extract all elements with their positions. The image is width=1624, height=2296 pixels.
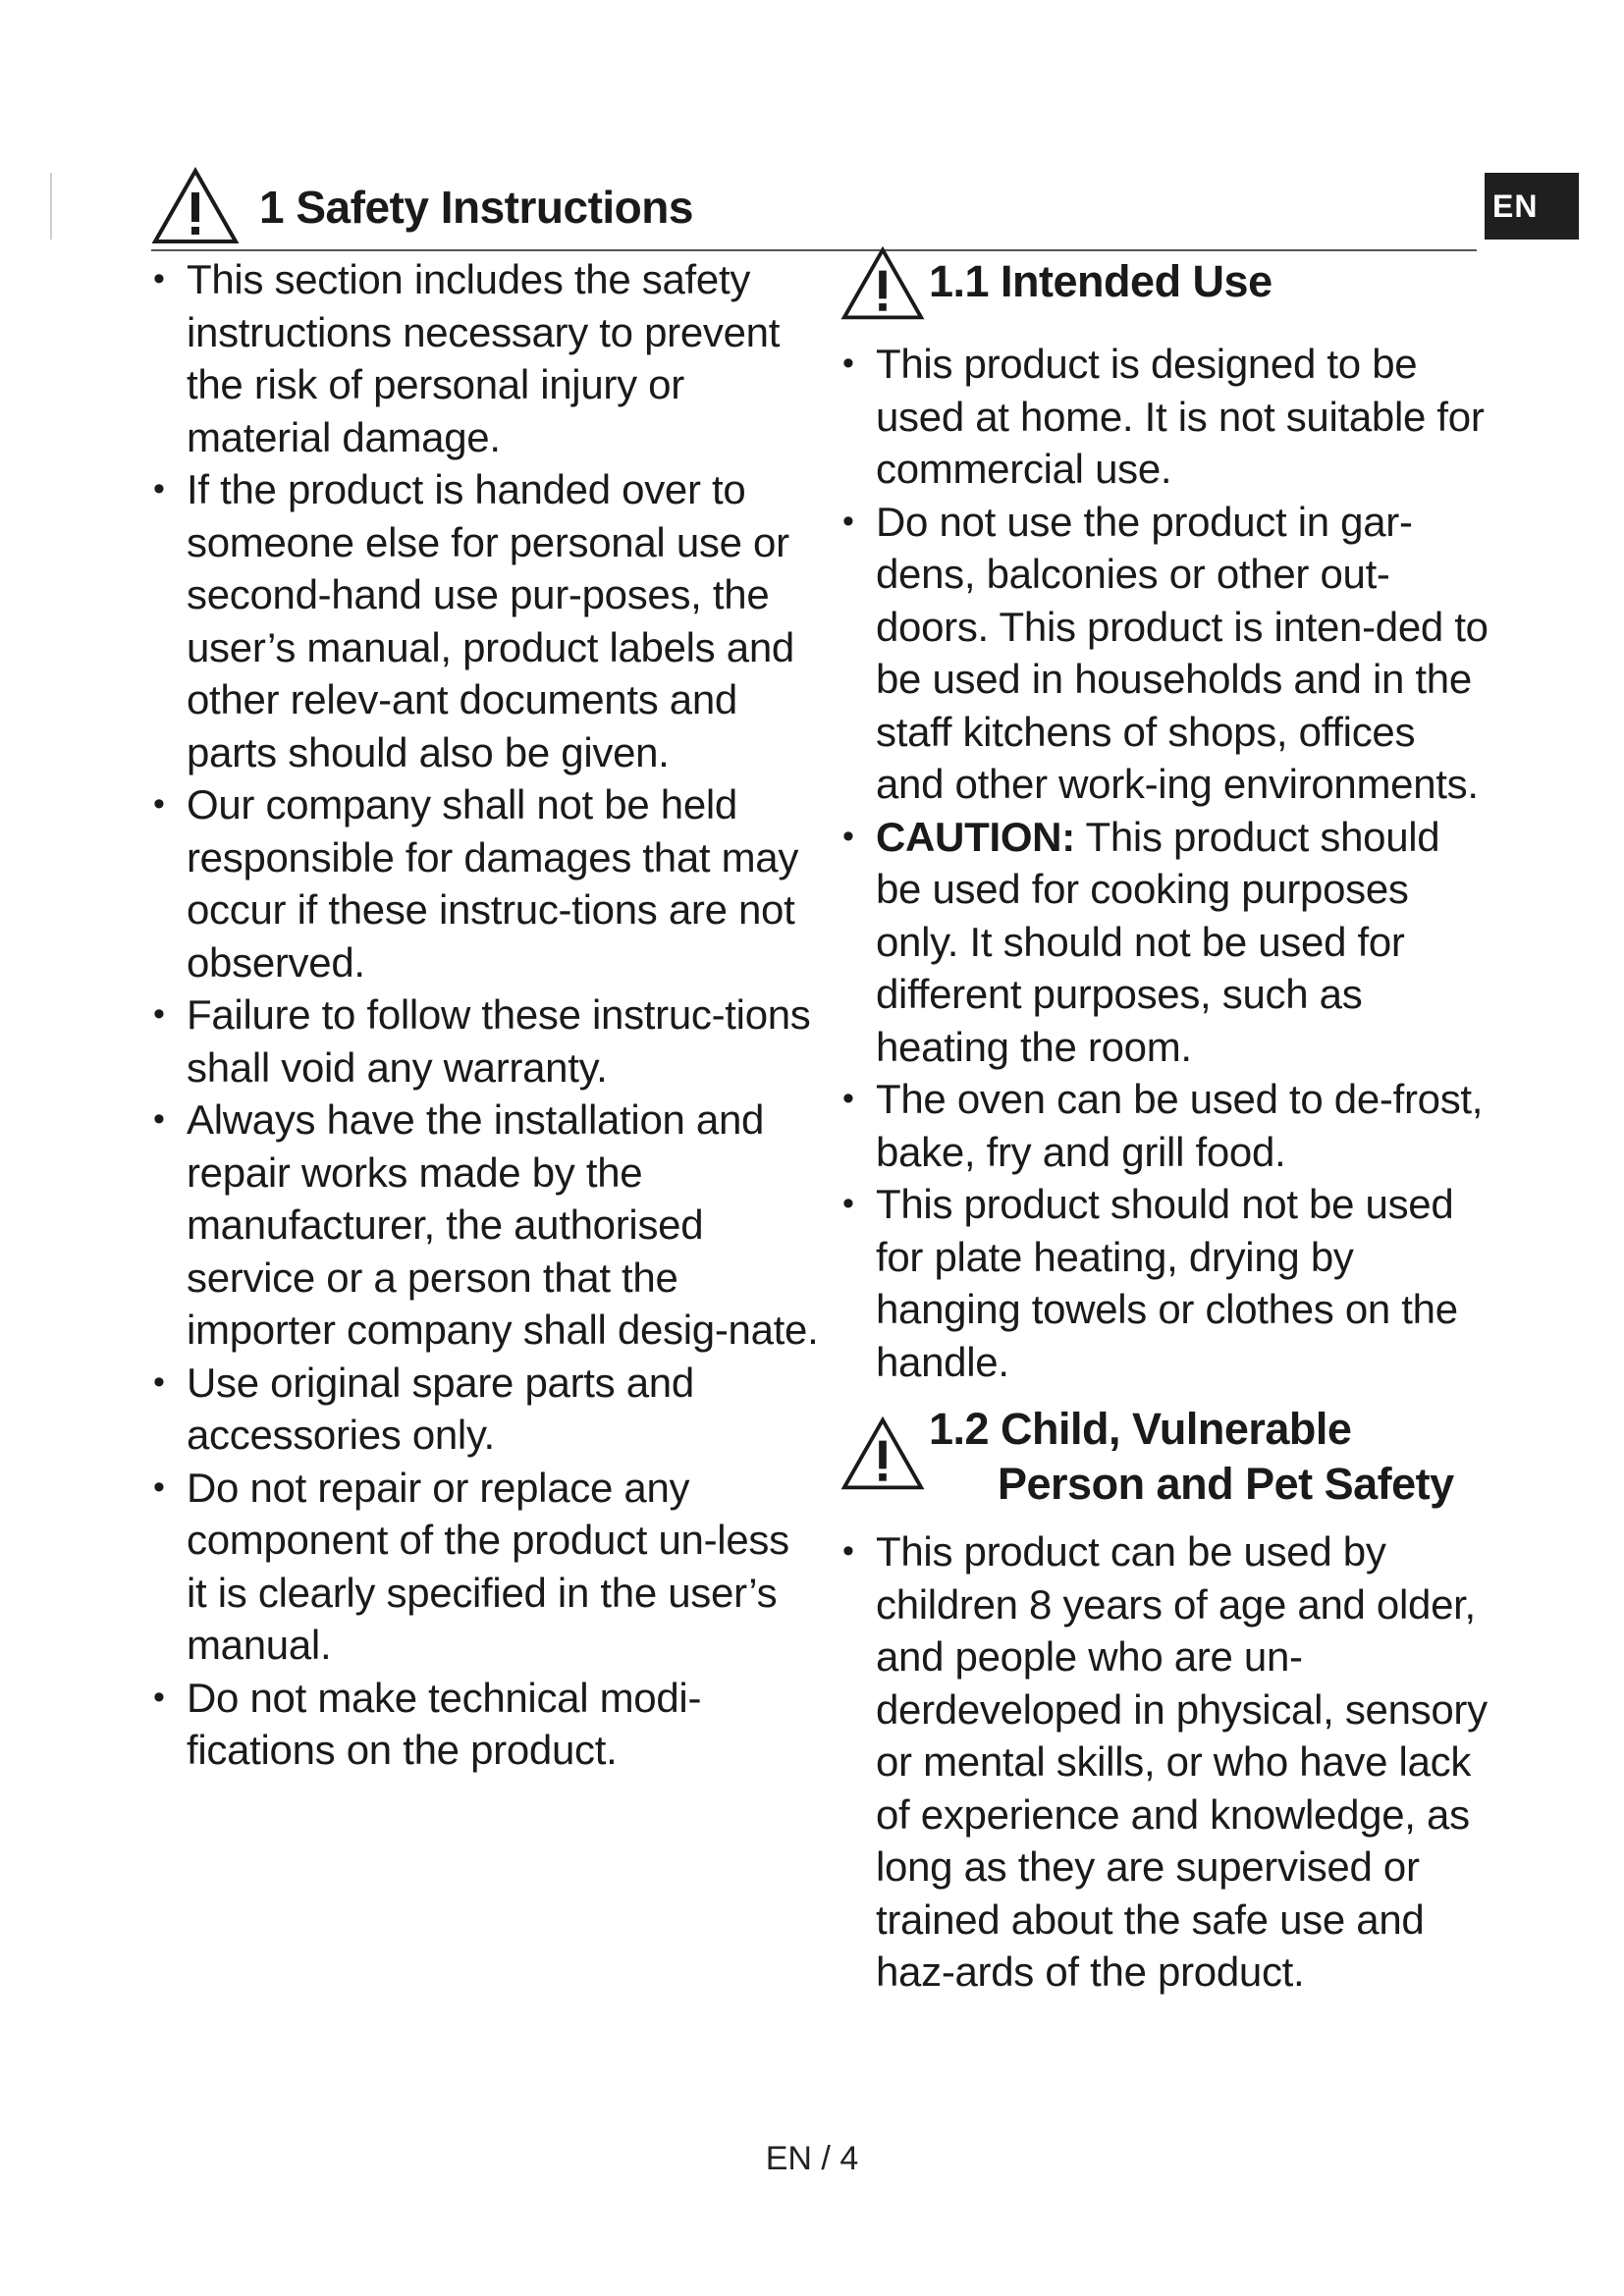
language-badge: EN (1485, 173, 1579, 240)
list-item: • Do not make technical modi-fications on the product. (151, 1672, 819, 1777)
caution-label: CAUTION: (876, 813, 1075, 860)
list-item: • This section includes the safety instructions necessary to prevent the risk of personal injury or material damage. (151, 253, 819, 463)
warning-icon (840, 1415, 925, 1492)
list-item: • If the product is handed over to someone else for personal use or second-hand use pur-poses, the user’s manual, product labels and other relev-ant documents and parts should also be given. (151, 463, 819, 778)
warning-icon (840, 245, 925, 322)
list-item: • The oven can be used to de-frost, bake, fry and grill food. (840, 1073, 1489, 1178)
warning-icon (151, 167, 240, 245)
list-item: • Always have the installation and repair works made by the manufacturer, the authorised service or a person that the importer company shall desig-nate. (151, 1094, 819, 1357)
margin-rule (50, 173, 52, 240)
list-item: • Do not use the product in gar-dens, balconies or other out-doors. This product is inten-ded to be used in households and in the staff kitchens of shops, offices and other work-ing environments. (840, 496, 1489, 811)
section-title (929, 1402, 1454, 1512)
list-item: • This product is designed to be used at home. It is not suitable for commercial use. (840, 338, 1489, 496)
page-number: EN / 4 (765, 2140, 859, 2177)
section-heading-child-safety (840, 1404, 1489, 1512)
safety-list (151, 253, 819, 1777)
right-column (840, 245, 1489, 1999)
section-title-line2: Person and Pet Safety (998, 1459, 1454, 1509)
page-title: 1 Safety Instructions (259, 182, 693, 233)
list-item: • Do not repair or replace any component of the product un-less it is clearly specified in the user’s manual. (151, 1462, 819, 1672)
left-column (151, 253, 819, 1777)
section-header (151, 167, 1477, 251)
list-item (840, 811, 1489, 1074)
list-item: • Our company shall not be held responsible for damages that may occur if these instruc-tions are not observed. (151, 778, 819, 988)
intended-use-list (840, 338, 1489, 1388)
caution-text: This product should be used for cooking purposes only. It should not be used for different purposes, such as heating the room. (876, 813, 1440, 1070)
section-title: 1.1 Intended Use (929, 256, 1272, 306)
list-item: • Use original spare parts and accessories only. (151, 1357, 819, 1462)
section-heading-intended-use (840, 245, 1489, 328)
section-title-line1: 1.2 Child, Vulnerable (929, 1404, 1352, 1454)
list-item: • This product should not be used for plate heating, drying by hanging towels or clothes on the handle. (840, 1178, 1489, 1388)
list-item: • Failure to follow these instruc-tions shall void any warranty. (151, 988, 819, 1094)
child-safety-list (840, 1525, 1489, 1999)
list-item: • This product can be used by children 8 years of age and older, and people who are un-derdeveloped in physical, sensory or mental skills, or who have lack of experience and knowledge, as long as they are supervised or trained about the safe use and haz-ards of the product. (840, 1525, 1489, 1999)
